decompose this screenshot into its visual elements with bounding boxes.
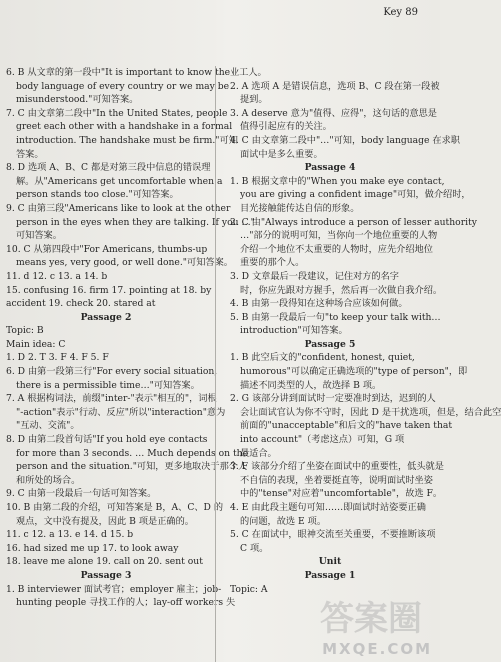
answer-line: 解。从"Americans get uncomfortable when a: [16, 175, 223, 187]
answer-line: 4. C 由文章第二段中"…"可知，body language 在求职: [230, 134, 460, 146]
answer-line: Topic: A: [230, 583, 268, 595]
answer-line: 15. confusing 16. firm 17. pointing at 18. by: [6, 284, 212, 296]
passage-heading: Unit: [318, 556, 342, 568]
answer-line: "-action"表示"行动、反应"所以"interaction"意为: [16, 406, 226, 418]
answer-line: introduction. The handshake must be firm."可知: [16, 134, 238, 146]
answer-line: C 项。: [240, 542, 269, 554]
answer-line: 最适合。: [240, 447, 277, 459]
answer-line: Main idea: C: [6, 338, 66, 350]
answer-line: 和所处的场合。: [16, 474, 81, 486]
answer-line: 10. C 从第四段中"For Americans, thumbs-up: [6, 243, 208, 255]
answer-line: hunting people 寻找工作的人；lay-off workers 失: [16, 597, 236, 609]
answer-line: 4. E 由此段主题句可知……即面试时站姿要正确: [230, 502, 426, 513]
answer-line: there is a permissible time…"可知答案。: [16, 379, 200, 391]
answer-line: 7. C 由文章第二段中"In the United States, people: [6, 107, 228, 119]
answer-line: 观点，文中没有提及，因此 B 项是正确的。: [16, 515, 194, 527]
answer-line: 8. D 选项 A、B、C 都是对第三段中信息的错误理: [6, 162, 211, 174]
answer-line: greet each other with a handshake in a formal: [16, 121, 233, 133]
watermark-logo-text: 答案圈: [320, 599, 422, 639]
passage-heading: Passage 4: [304, 162, 356, 174]
answer-line: 3. F 该部分介绍了坐姿在面试中的重要性，低头就是: [230, 461, 444, 473]
answer-line: 10. B 由第二段的介绍，可知答案是 B，A、C、D 的: [6, 502, 224, 513]
answer-line: 9. C 由第三段"Americans like to look at the other: [6, 202, 231, 214]
answer-line: 1. B 根据文章中的"When you make eye contact,: [230, 175, 445, 187]
answer-line: body language of every country or we may be: [16, 80, 230, 92]
answer-line: 5. C 在面试中，眼神交流至关重要，不要推断该项: [230, 529, 436, 541]
answer-line: person stands too close."可知答案。: [16, 189, 179, 201]
column-divider: [215, 66, 216, 662]
answer-line: you are giving a confident image"可知，做介绍时，: [240, 189, 471, 201]
answer-line: 5. B 由第一段最后一句"to keep your talk with…: [230, 311, 441, 323]
answer-line: 提到。: [240, 94, 268, 106]
answer-line: 11. c 12. a 13. e 14. d 15. b: [6, 529, 134, 541]
answer-line: 不自信的表现，坐着要挺直等，说明面试时坐姿: [240, 474, 433, 486]
answer-line: 3. A deserve 意为"值得、应得"，这句话的意思是: [230, 107, 437, 119]
answer-line: 11. d 12. c 13. a 14. b: [6, 270, 108, 282]
answer-line: Topic: B: [6, 325, 44, 337]
answer-line: 可知答案。: [16, 230, 62, 242]
answer-line: 的问题，故选 E 项。: [240, 515, 327, 527]
answer-line: 9. C 由第一段最后一句话可知答案。: [6, 488, 157, 500]
answer-line: 前面的"unacceptable"和后文的"have taken that: [240, 420, 453, 432]
answer-line: 值得引起应有的关注。: [240, 121, 332, 133]
answer-line: 面试中是多么重要。: [240, 148, 323, 160]
answer-line: 1. B interviewer 面试考官；employer 雇主；job-: [6, 583, 222, 595]
answer-line: 重要的那个人。: [240, 257, 305, 269]
answer-line: person and the situation."可知，更多地取决于那个人: [16, 461, 248, 473]
answer-line: humorous"可以确定正确选项的"type of person"，即: [240, 366, 468, 378]
answer-line: 6. B 从文章的第一段中"It is important to know the: [6, 67, 231, 78]
answer-line: accident 19. check 20. stared at: [6, 298, 156, 310]
answer-line: 答案。: [16, 148, 44, 160]
answer-line: 6. D 由第一段第三行"For every social situation,: [6, 366, 218, 378]
passage-heading: Passage 1: [304, 569, 356, 581]
passage-heading: Passage 2: [80, 311, 132, 323]
answer-line: 2. C 由"Always introduce a person of lesser authority: [230, 216, 477, 228]
answer-line: for more than 3 seconds. … Much depends on the: [16, 447, 249, 459]
answer-line: 3. D 文章最后一段建议，记住对方的名字: [230, 270, 399, 282]
answer-line: person in the eyes when they are talking. If you …": [16, 216, 255, 228]
answer-line: 16. had sized me up 17. to look away: [6, 542, 179, 554]
watermark-url: MXQE.COM: [322, 640, 432, 658]
answer-line: 2. G 该部分讲到面试时一定要准时到达，迟到的人: [230, 393, 436, 405]
answer-line: into account"（考虑这点）可知，G 项: [240, 434, 405, 446]
answer-line: "互动、交流"。: [16, 420, 80, 432]
answer-line: 中的"tense"对应着"uncomfortable"，故选 F。: [240, 488, 443, 500]
answer-line: 1. B 此空后文的"confident, honest, quiet,: [230, 352, 415, 364]
answer-line: 介绍一个地位不太重要的人物时，应先介绍地位: [240, 243, 433, 255]
answer-line: 2. A 选项 A 是错误信息，选项 B、C 段在第一段被: [230, 80, 440, 92]
answer-line: 目光接触能传达自信的形象。: [240, 202, 360, 214]
answer-line: introduction"可知答案。: [240, 325, 348, 337]
page-key-label: Key 89: [383, 7, 418, 18]
answer-line: 1. D 2. T 3. F 4. F 5. F: [6, 352, 109, 364]
answer-line: 业工人。: [230, 67, 267, 78]
answer-line: misunderstood."可知答案。: [16, 94, 139, 106]
answer-line: means yes, very good, or well done."可知答案。: [16, 257, 233, 269]
right-column: [230, 66, 501, 662]
answer-line: 4. B 由第一段得知在这种场合应该如何做。: [230, 298, 408, 310]
answer-line: 7. A 根据构词法，前缀"inter-"表示"相互的"，词根: [6, 393, 217, 405]
answer-line: 时，你应先跟对方握手，然后再一次做自我介绍。: [240, 284, 443, 296]
answer-line: …"部分的说明可知，当你向一个地位重要的人物: [240, 230, 438, 242]
answer-line: 18. leave me alone 19. call on 20. sent out: [6, 556, 203, 568]
answer-line: 描述不同类型的人，故选择 B 项。: [240, 379, 382, 391]
passage-heading: Passage 3: [80, 569, 132, 581]
answer-line: 会让面试官认为你不守时，因此 D 是干扰选项，但是，结合此空: [240, 406, 501, 418]
answer-line: 8. D 由第二段首句话"If you hold eye contacts: [6, 434, 208, 446]
passage-heading: Passage 5: [304, 338, 356, 350]
